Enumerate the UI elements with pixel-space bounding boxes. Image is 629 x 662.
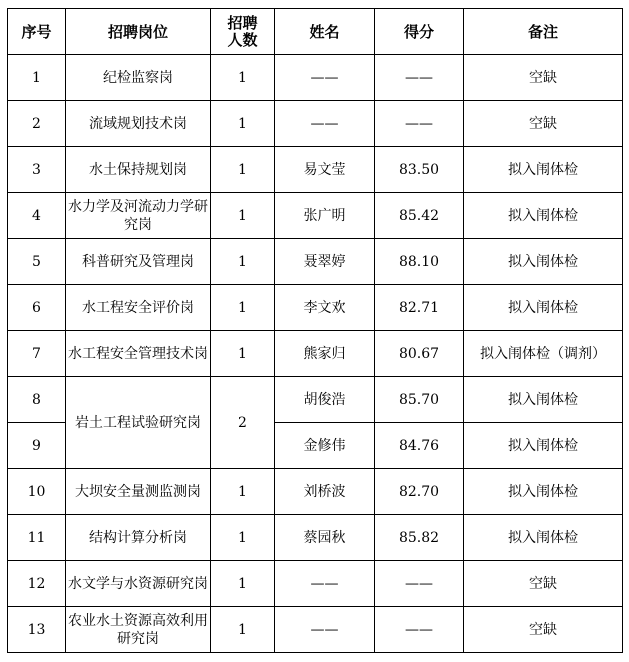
cell-score: 82.70 (375, 469, 464, 515)
cell-name: 张广明 (275, 193, 375, 239)
cell-count: 1 (211, 147, 275, 193)
cell-name: 聂翠婷 (275, 239, 375, 285)
table-row (8, 285, 623, 331)
cell-score: —— (375, 607, 464, 653)
cell-seq: 6 (8, 285, 66, 331)
cell-count: 1 (211, 515, 275, 561)
table-row (8, 469, 623, 515)
cell-position: 水工程安全管理技术岗 (66, 331, 211, 377)
table-row (8, 331, 623, 377)
cell-score: —— (375, 561, 464, 607)
cell-count: 1 (211, 469, 275, 515)
cell-remark: 空缺 (464, 101, 623, 147)
table-row (8, 101, 623, 147)
header-score: 得分 (375, 9, 464, 55)
cell-position: 流域规划技术岗 (66, 101, 211, 147)
cell-remark: 拟入闱体检 (464, 515, 623, 561)
cell-name: —— (275, 101, 375, 147)
cell-seq: 1 (8, 55, 66, 101)
cell-position: 水工程安全评价岗 (66, 285, 211, 331)
table-row (8, 607, 623, 653)
cell-position: 水土保持规划岗 (66, 147, 211, 193)
cell-seq: 2 (8, 101, 66, 147)
table-row (8, 55, 623, 101)
header-count (211, 9, 275, 55)
cell-seq: 4 (8, 193, 66, 239)
cell-seq: 7 (8, 331, 66, 377)
cell-score: 84.76 (375, 423, 464, 469)
cell-remark: 拟入闱体检 (464, 423, 623, 469)
cell-score: 80.67 (375, 331, 464, 377)
header-seq: 序号 (8, 9, 66, 55)
cell-name: —— (275, 607, 375, 653)
cell-score: 88.10 (375, 239, 464, 285)
cell-count: 1 (211, 193, 275, 239)
cell-remark: 空缺 (464, 607, 623, 653)
table-row (8, 377, 623, 423)
cell-score: 83.50 (375, 147, 464, 193)
cell-remark: 空缺 (464, 561, 623, 607)
results-table (7, 8, 623, 653)
cell-score: 82.71 (375, 285, 464, 331)
cell-remark: 拟入闱体检（调剂） (464, 331, 623, 377)
cell-remark: 拟入闱体检 (464, 193, 623, 239)
cell-name: 金修伟 (275, 423, 375, 469)
header-count-text: 招聘人数 (227, 13, 258, 49)
cell-count: 2 (211, 377, 275, 469)
cell-position: 水力学及河流动力学研究岗 (66, 193, 211, 239)
cell-seq: 11 (8, 515, 66, 561)
cell-name: 易文莹 (275, 147, 375, 193)
cell-position: 结构计算分析岗 (66, 515, 211, 561)
cell-name: 李文欢 (275, 285, 375, 331)
cell-count: 1 (211, 239, 275, 285)
cell-name: 蔡园秋 (275, 515, 375, 561)
cell-count: 1 (211, 55, 275, 101)
cell-remark: 拟入闱体检 (464, 377, 623, 423)
cell-count: 1 (211, 607, 275, 653)
cell-remark: 拟入闱体检 (464, 469, 623, 515)
cell-name: —— (275, 55, 375, 101)
cell-score: 85.82 (375, 515, 464, 561)
cell-seq: 9 (8, 423, 66, 469)
cell-seq: 10 (8, 469, 66, 515)
cell-seq: 5 (8, 239, 66, 285)
cell-name: 胡俊浩 (275, 377, 375, 423)
cell-remark: 拟入闱体检 (464, 239, 623, 285)
cell-position: 农业水土资源高效利用研究岗 (66, 607, 211, 653)
cell-seq: 13 (8, 607, 66, 653)
cell-score: —— (375, 55, 464, 101)
header-remark: 备注 (464, 9, 623, 55)
cell-seq: 8 (8, 377, 66, 423)
cell-score: —— (375, 101, 464, 147)
cell-position: 大坝安全量测监测岗 (66, 469, 211, 515)
cell-name: 刘桥波 (275, 469, 375, 515)
results-table-container (7, 8, 623, 653)
cell-position: 纪检监察岗 (66, 55, 211, 101)
cell-position: 科普研究及管理岗 (66, 239, 211, 285)
cell-remark: 拟入闱体检 (464, 285, 623, 331)
cell-position: 岩土工程试验研究岗 (66, 377, 211, 469)
cell-remark: 拟入闱体检 (464, 147, 623, 193)
cell-name: —— (275, 561, 375, 607)
cell-position: 水文学与水资源研究岗 (66, 561, 211, 607)
table-row (8, 239, 623, 285)
table-row (8, 515, 623, 561)
cell-count: 1 (211, 561, 275, 607)
cell-count: 1 (211, 285, 275, 331)
cell-name: 熊家归 (275, 331, 375, 377)
cell-count: 1 (211, 101, 275, 147)
table-header-row (8, 9, 623, 55)
header-name: 姓名 (275, 9, 375, 55)
cell-seq: 3 (8, 147, 66, 193)
table-row (8, 193, 623, 239)
header-position: 招聘岗位 (66, 9, 211, 55)
table-row (8, 147, 623, 193)
table-row (8, 561, 623, 607)
cell-remark: 空缺 (464, 55, 623, 101)
cell-seq: 12 (8, 561, 66, 607)
cell-score: 85.70 (375, 377, 464, 423)
cell-count: 1 (211, 331, 275, 377)
cell-score: 85.42 (375, 193, 464, 239)
